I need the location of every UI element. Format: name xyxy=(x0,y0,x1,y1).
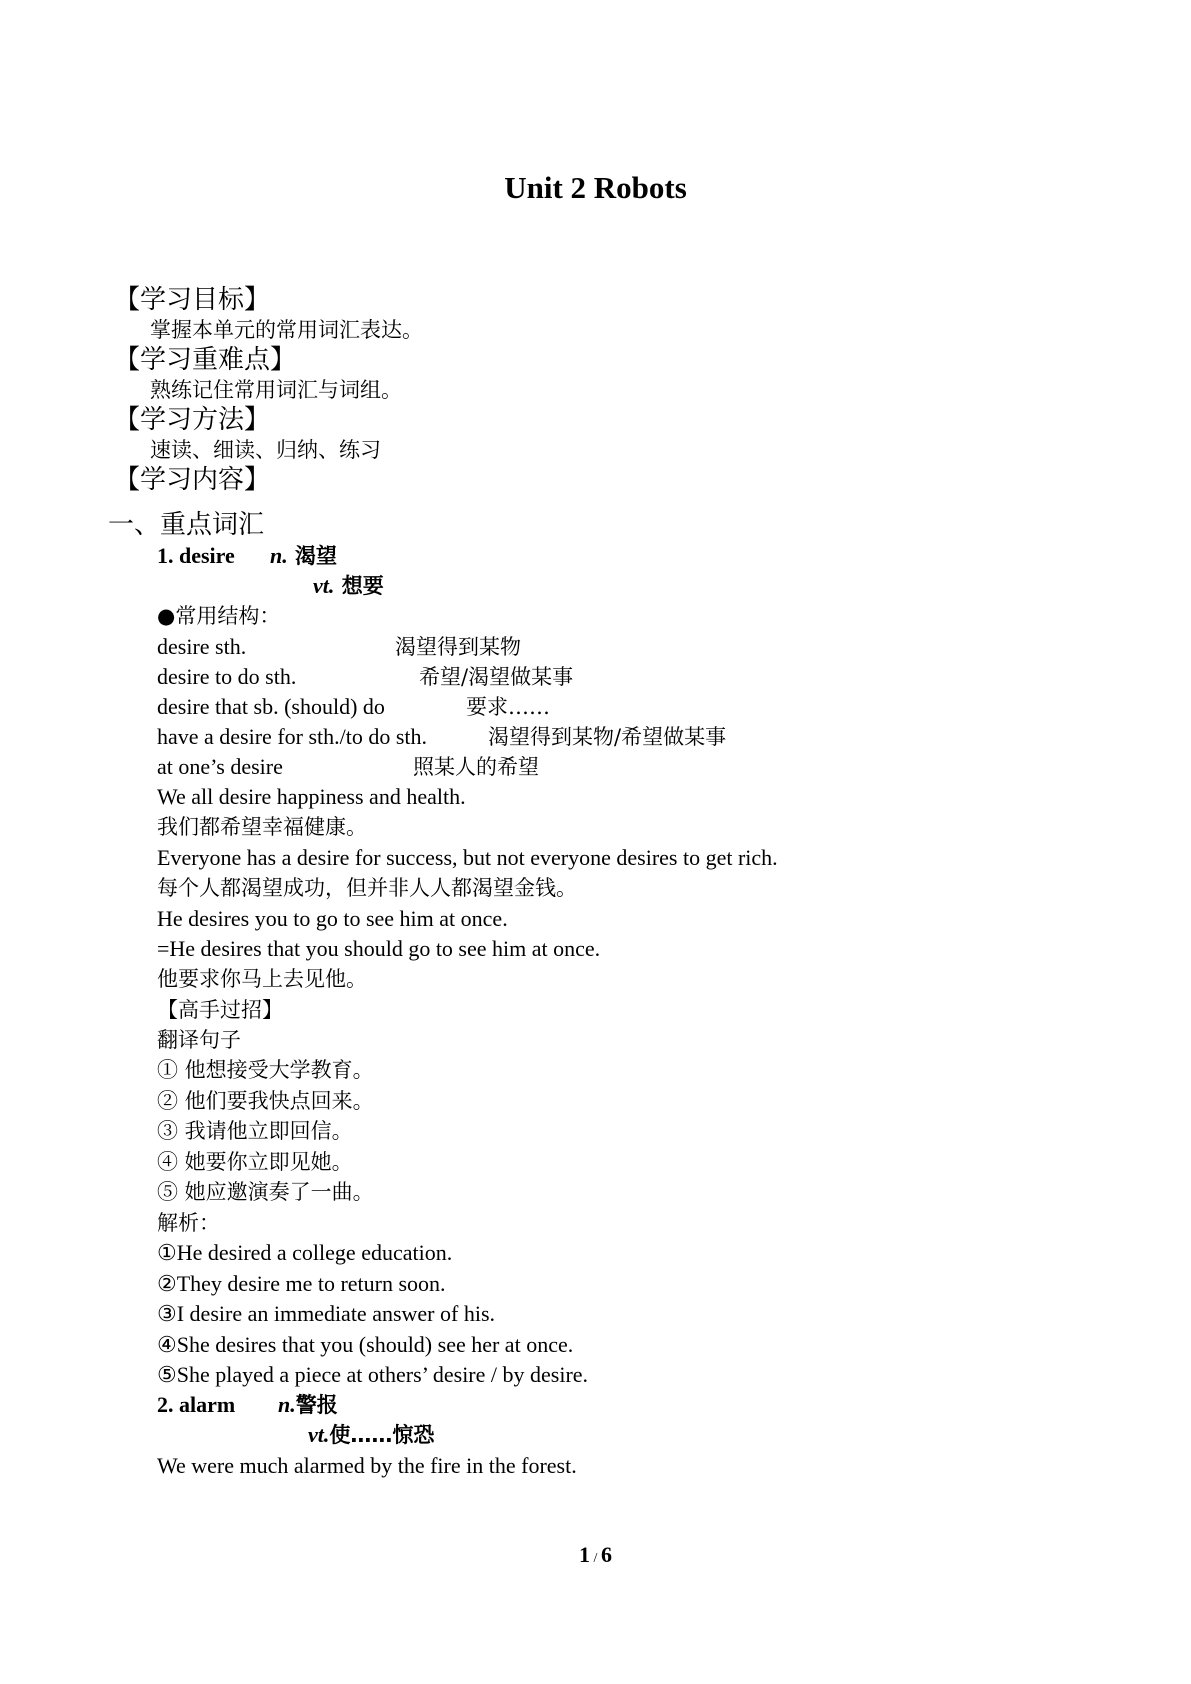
answer-item: ⑤She played a piece at others’ desire / by desire. xyxy=(157,1362,589,1387)
exercise-item: ③ 我请他立即回信。 xyxy=(157,1119,353,1143)
structure-cn: 希望/渴望做某事 xyxy=(419,665,574,689)
word-entry-desire xyxy=(157,541,235,571)
structures-label: ●常用结构： xyxy=(157,604,281,628)
example-sentence: We all desire happiness and health. xyxy=(157,784,466,809)
structure-en: have a desire for sth./to do sth. xyxy=(157,724,428,749)
document-title: Unit 2 Robots xyxy=(504,170,687,205)
structure-en: desire sth. xyxy=(157,634,247,659)
example-sentence: He desires you to go to see him at once. xyxy=(157,906,508,931)
word-alarm-noun-meaning xyxy=(278,1390,338,1420)
section-heading-key-points: 【学习重难点】 xyxy=(114,345,297,375)
section-body-objectives: 掌握本单元的常用词汇表达。 xyxy=(150,318,423,342)
example-translation: 我们都希望幸福健康。 xyxy=(157,815,367,839)
practice-label: 【高手过招】 xyxy=(157,998,283,1022)
word-desire-term: 1. desire xyxy=(157,543,235,568)
example-sentence: Everyone has a desire for success, but not everyone desires to get rich. xyxy=(157,845,778,870)
page-number xyxy=(0,1540,1191,1574)
answer-item: ③I desire an immediate answer of his. xyxy=(157,1301,496,1326)
example-translation: 他要求你马上去见他。 xyxy=(157,967,367,991)
structure-cn: 渴望得到某物/希望做某事 xyxy=(488,725,727,749)
word-entry-alarm xyxy=(157,1390,235,1420)
practice-title: 翻译句子 xyxy=(157,1028,241,1052)
answers-label: 解析： xyxy=(157,1211,220,1235)
meaning-verb: 使……惊恐 xyxy=(329,1423,435,1447)
section-body-key-points: 熟练记住常用词汇与词组。 xyxy=(150,378,402,402)
answer-item: ①He desired a college education. xyxy=(157,1240,453,1265)
exercise-item: ① 他想接受大学教育。 xyxy=(157,1058,374,1082)
answer-item: ④She desires that you (should) see her at once. xyxy=(157,1332,574,1357)
answer-item: ②They desire me to return soon. xyxy=(157,1271,446,1296)
word-desire-noun-meaning xyxy=(270,541,337,571)
structure-en: at one’s desire xyxy=(157,754,283,779)
meaning-verb: 想要 xyxy=(334,574,384,598)
pos-noun-label: n. xyxy=(270,543,288,568)
section-heading-content: 【学习内容】 xyxy=(114,465,271,495)
structure-en: desire to do sth. xyxy=(157,664,297,689)
pos-verb-label: vt. xyxy=(313,573,335,598)
section-heading-methods: 【学习方法】 xyxy=(114,405,271,435)
pos-noun-label: n. xyxy=(278,1392,296,1417)
exercise-item: ② 他们要我快点回来。 xyxy=(157,1089,374,1113)
example-sentence: =He desires that you should go to see him at once. xyxy=(157,936,601,961)
page-total: 6 xyxy=(600,1542,612,1567)
section-body-methods: 速读、细读、归纳、练习 xyxy=(150,438,381,462)
exercise-item: ④ 她要你立即见她。 xyxy=(157,1150,353,1174)
section-heading-objectives: 【学习目标】 xyxy=(114,285,271,315)
meaning-noun: 渴望 xyxy=(287,544,338,568)
word-alarm-verb-meaning xyxy=(308,1420,434,1450)
meaning-noun: 警报 xyxy=(295,1393,338,1417)
structure-cn: 渴望得到某物 xyxy=(395,635,521,659)
example-sentence: We were much alarmed by the fire in the forest. xyxy=(157,1453,577,1478)
structure-cn: 要求…… xyxy=(466,695,550,719)
page-current: 1 xyxy=(579,1542,591,1567)
exercise-item: ⑤ 她应邀演奏了一曲。 xyxy=(157,1180,374,1204)
page-separator: / xyxy=(590,1551,601,1566)
pos-verb-label: vt. xyxy=(308,1422,330,1447)
example-translation: 每个人都渴望成功，但并非人人都渴望金钱。 xyxy=(157,876,577,900)
word-desire-verb-meaning xyxy=(313,571,384,601)
word-alarm-term: 2. alarm xyxy=(157,1392,236,1417)
part-heading-vocabulary: 一、重点词汇 xyxy=(108,510,265,540)
structure-en: desire that sb. (should) do xyxy=(157,694,385,719)
structure-cn: 照某人的希望 xyxy=(413,755,539,779)
